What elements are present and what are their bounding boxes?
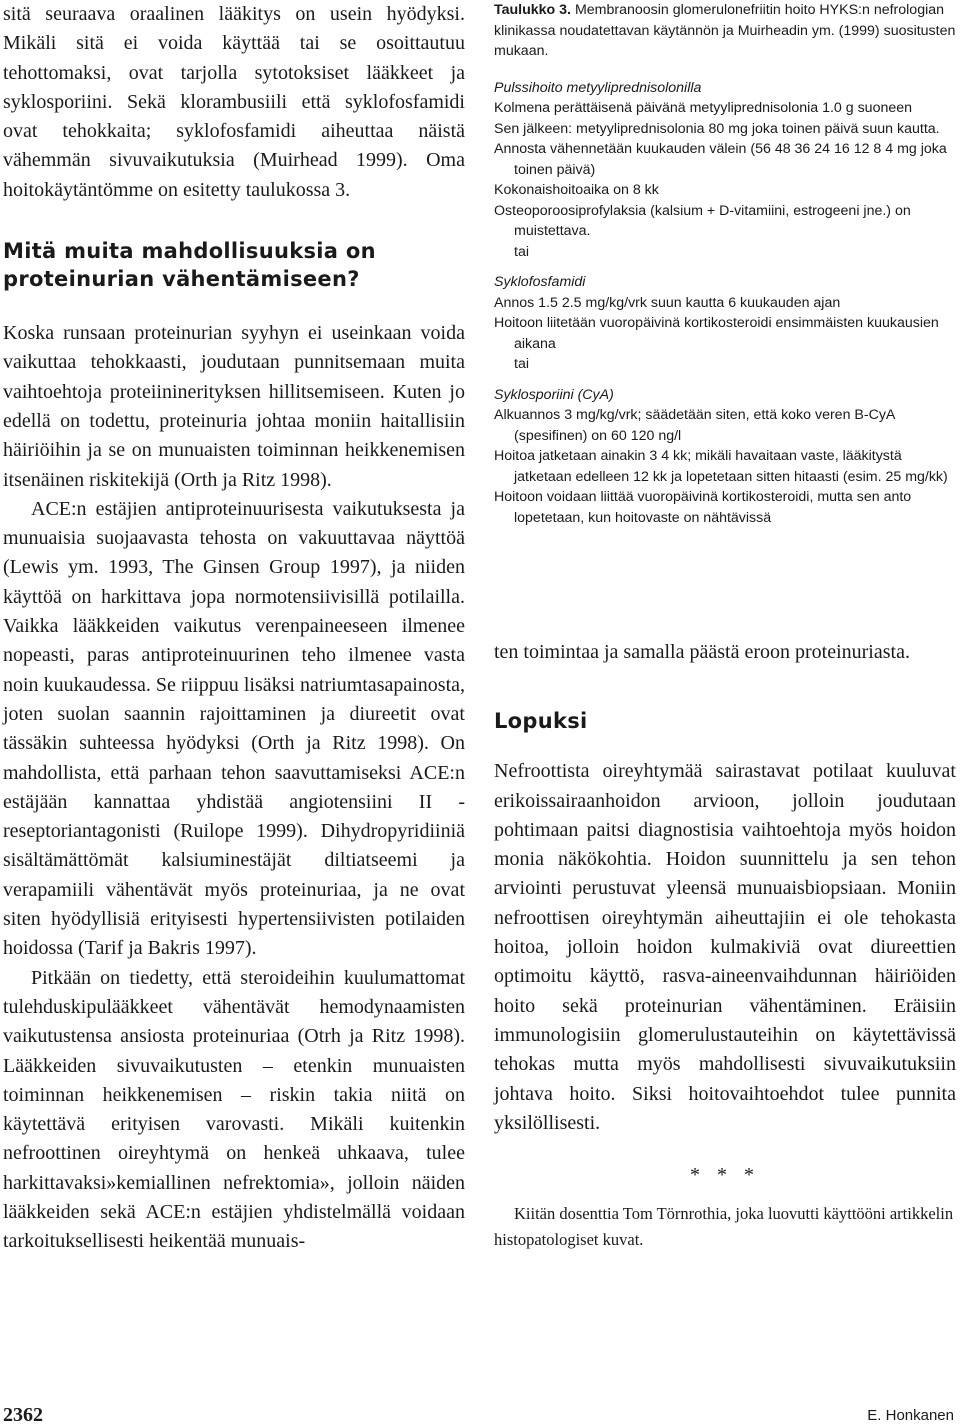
table-section-title: Syklosporiini (CyA) <box>494 386 614 403</box>
table-row: Osteoporoosiprofylaksia (kalsium + D-vitamiini, estrogeeni jne.) on muistettava. <box>494 202 911 239</box>
table-row: Annos 1.5 2.5 mg/kg/vrk suun kautta 6 kuukauden ajan <box>494 294 841 311</box>
table-row: Kokonaishoitoaika on 8 kk <box>494 182 659 198</box>
section-divider-stars: * * * <box>690 1164 760 1187</box>
table-3 <box>494 0 956 528</box>
acknowledgement: Kiitän dosenttia Tom Törnrothia, joka luovutti käyttööni artikkelin histopatologiset kuvat. <box>494 1204 954 1250</box>
table-section-title: Syklofosfamidi <box>494 274 586 290</box>
table-row-or: tai <box>514 356 529 372</box>
table-row: Hoitoon voidaan liittää vuoropäivinä kortikosteroidi, mutta sen anto lopetetaan, kun hoitovaste on nähtävissä <box>494 489 912 526</box>
table-caption-label: Taulukko 3. <box>494 2 571 18</box>
table-caption <box>494 0 956 62</box>
table-row: Kolmena perättäisenä päivänä metyyliprednisolonia 1.0 g suoneen <box>494 100 913 116</box>
table-row: Alkuannos 3 mg/kg/vrk; säädetään siten, että koko veren B-CyA (spesifinen) on 60 120 ng/l <box>494 407 895 444</box>
table-row: Hoitoon liitetään vuoropäivinä kortikosteroidi ensimmäisten kuukausien aikana <box>494 315 939 352</box>
table-section-title: Pulssihoito metyyliprednisolonilla <box>494 79 702 96</box>
paragraph-4: Pitkään on tiedetty, että steroideihin kuulumattomat tulehduskipulääkkeet vähentävät hemodynaamisten vaikutustensa ansiosta proteinuriaa (Otrh ja Ritz 1998). Lääkkeiden sivuvaikutusten – etenkin munuaisten toiminnan heikkenemisen – riskin takia niitä on käytettävä erityisen varovasti. Mikäli kuitenkin nefroottinen oireyhtymä on henkeä uhkaava, tulee harkittavaksi»kemiallinen nefrektomia», jolloin näiden lääkkeiden sekä ACE:n estäjien yhdistelmällä voidaan tarkoituksellisesti heikentää munuais- <box>3 966 465 1253</box>
table-row: Annosta vähennetään kuukauden välein (56 48 36 24 16 12 8 4 mg joka toinen päivä) <box>494 141 947 178</box>
section-heading-proteinuria: Mitä muita mahdollisuuksia on proteinurian vähentämiseen? <box>3 239 376 292</box>
paragraph-continuation: ten toimintaa ja samalla päästä eroon proteinuriasta. <box>494 641 910 663</box>
table-row: Hoitoa jatketaan ainakin 3 4 kk; mikäli havaitaan vaste, lääkitystä jatketaan edelleen 12 kk ja lopetetaan sitten hitaasti (esim. 25 mg/kk) <box>494 448 948 485</box>
page-number: 2362 <box>3 1404 43 1426</box>
paragraph-3: ACE:n estäjien antiproteinuurisesta vaikutuksesta ja munuaisia suojaavasta tehosta on vakuuttavaa näyttöä (Lewis ym. 1993, The Ginsen Group 1997), ja niiden käyttöä on harkittava jopa normotensiivisillä potilailla. Vaikka lääkkeiden vaikutus verenpaineeseen ilmenee nopeasti, paras antiproteinuurinen teho ilmenee vasta noin kuukaudessa. Se riippuu lisäksi natriumtasapainosta, joten suolan saannin rajoittaminen ja diureetit ovat tässäkin suhteessa hyödyksi (Orth ja Ritz 1998). On mahdollista, että parhaan tehon saavuttamiseksi ACE:n estäjään kannattaa yhdistää angiotensiini II -reseptoriantagonisti (Ruilope 1999). Dihydropyridiiniä sisältämättömät kalsiuminestäjät diltiatseemi ja verapamiili vähentävät myös proteinuriaa, ja ne ovat siten hyödyllisiä erityisesti hypertensiivisten potilaiden hoidossa (Tarif ja Bakris 1997). <box>3 497 465 960</box>
table-caption-text: Membranoosin glomerulonefriitin hoito HYKS:n nefrologian klinikassa noudatettavan käytännön ja Muirheadin ym. (1999) suositusten mukaan. <box>494 2 956 59</box>
table-row-or: tai <box>514 243 529 260</box>
paragraph-1: sitä seuraava oraalinen lääkitys on usein hyödyksi. Mikäli sitä ei voida käyttää tai se osoittautuu tehottomaksi, ovat tarjolla sytotoksiset lääkkeet ja syklosporiini. Sekä klorambusiili että syklofosfamidi ovat tehokkaita; syklofosfamidi aiheuttaa näistä vähemmän sivuvaikutuksia (Muirhead 1999). Oma hoitokäytäntömme on esitetty taulukossa 3. <box>3 3 465 201</box>
table-row: Sen jälkeen: metyyliprednisolonia 80 mg joka toinen päivä suun kautta. <box>494 120 940 137</box>
right-column <box>494 0 956 1253</box>
left-column <box>3 0 465 1257</box>
section-heading-lopuksi: Lopuksi <box>494 709 588 734</box>
paragraph-2: Koska runsaan proteinurian syyhyn ei useinkaan voida vaikuttaa tehokkaasti, joudutaan punnitsemaan muita vaihtoehtoja proteiininerityksen hillitsemiseen. Kuten jo edellä on todettu, proteinuria johtaa moniin haitallisiin häiriöihin ja se on munuaisten toiminnan heikkenemisen itsenäinen riskitekijä (Orth ja Ritz 1998). <box>3 322 465 491</box>
paragraph-conclusion: Nefroottista oireyhtymää sairastavat potilaat kuuluvat erikoissairaanhoidon arvioon, jolloin joudutaan pohtimaan paitsi diagnostisia vaihtoehtoja myös hoidon monia näkökohtia. Hoidon suunnittelu ja sen tehon arviointi perustuvat yleensä munuaisbiopsiaan. Moniin nefroottisen oireyhtymän aiheuttajiin ei ole tehokasta hoitoa, jolloin hoidon kulmakiviä ovat diureettien optimoitu käyttö, rasva-aineenvaihdunnan häiriöiden hoito sekä proteinurian vähentäminen. Eräisiin immunologisiin glomerulustauteihin on käytettävissä tehokas mutta myös mahdollisesti sivuvaikutuksiin johtava hoito. Siksi hoitovaihtoehdot tulee punnita yksilöllisesti. <box>494 760 956 1134</box>
author-name: E. Honkanen <box>867 1407 954 1424</box>
